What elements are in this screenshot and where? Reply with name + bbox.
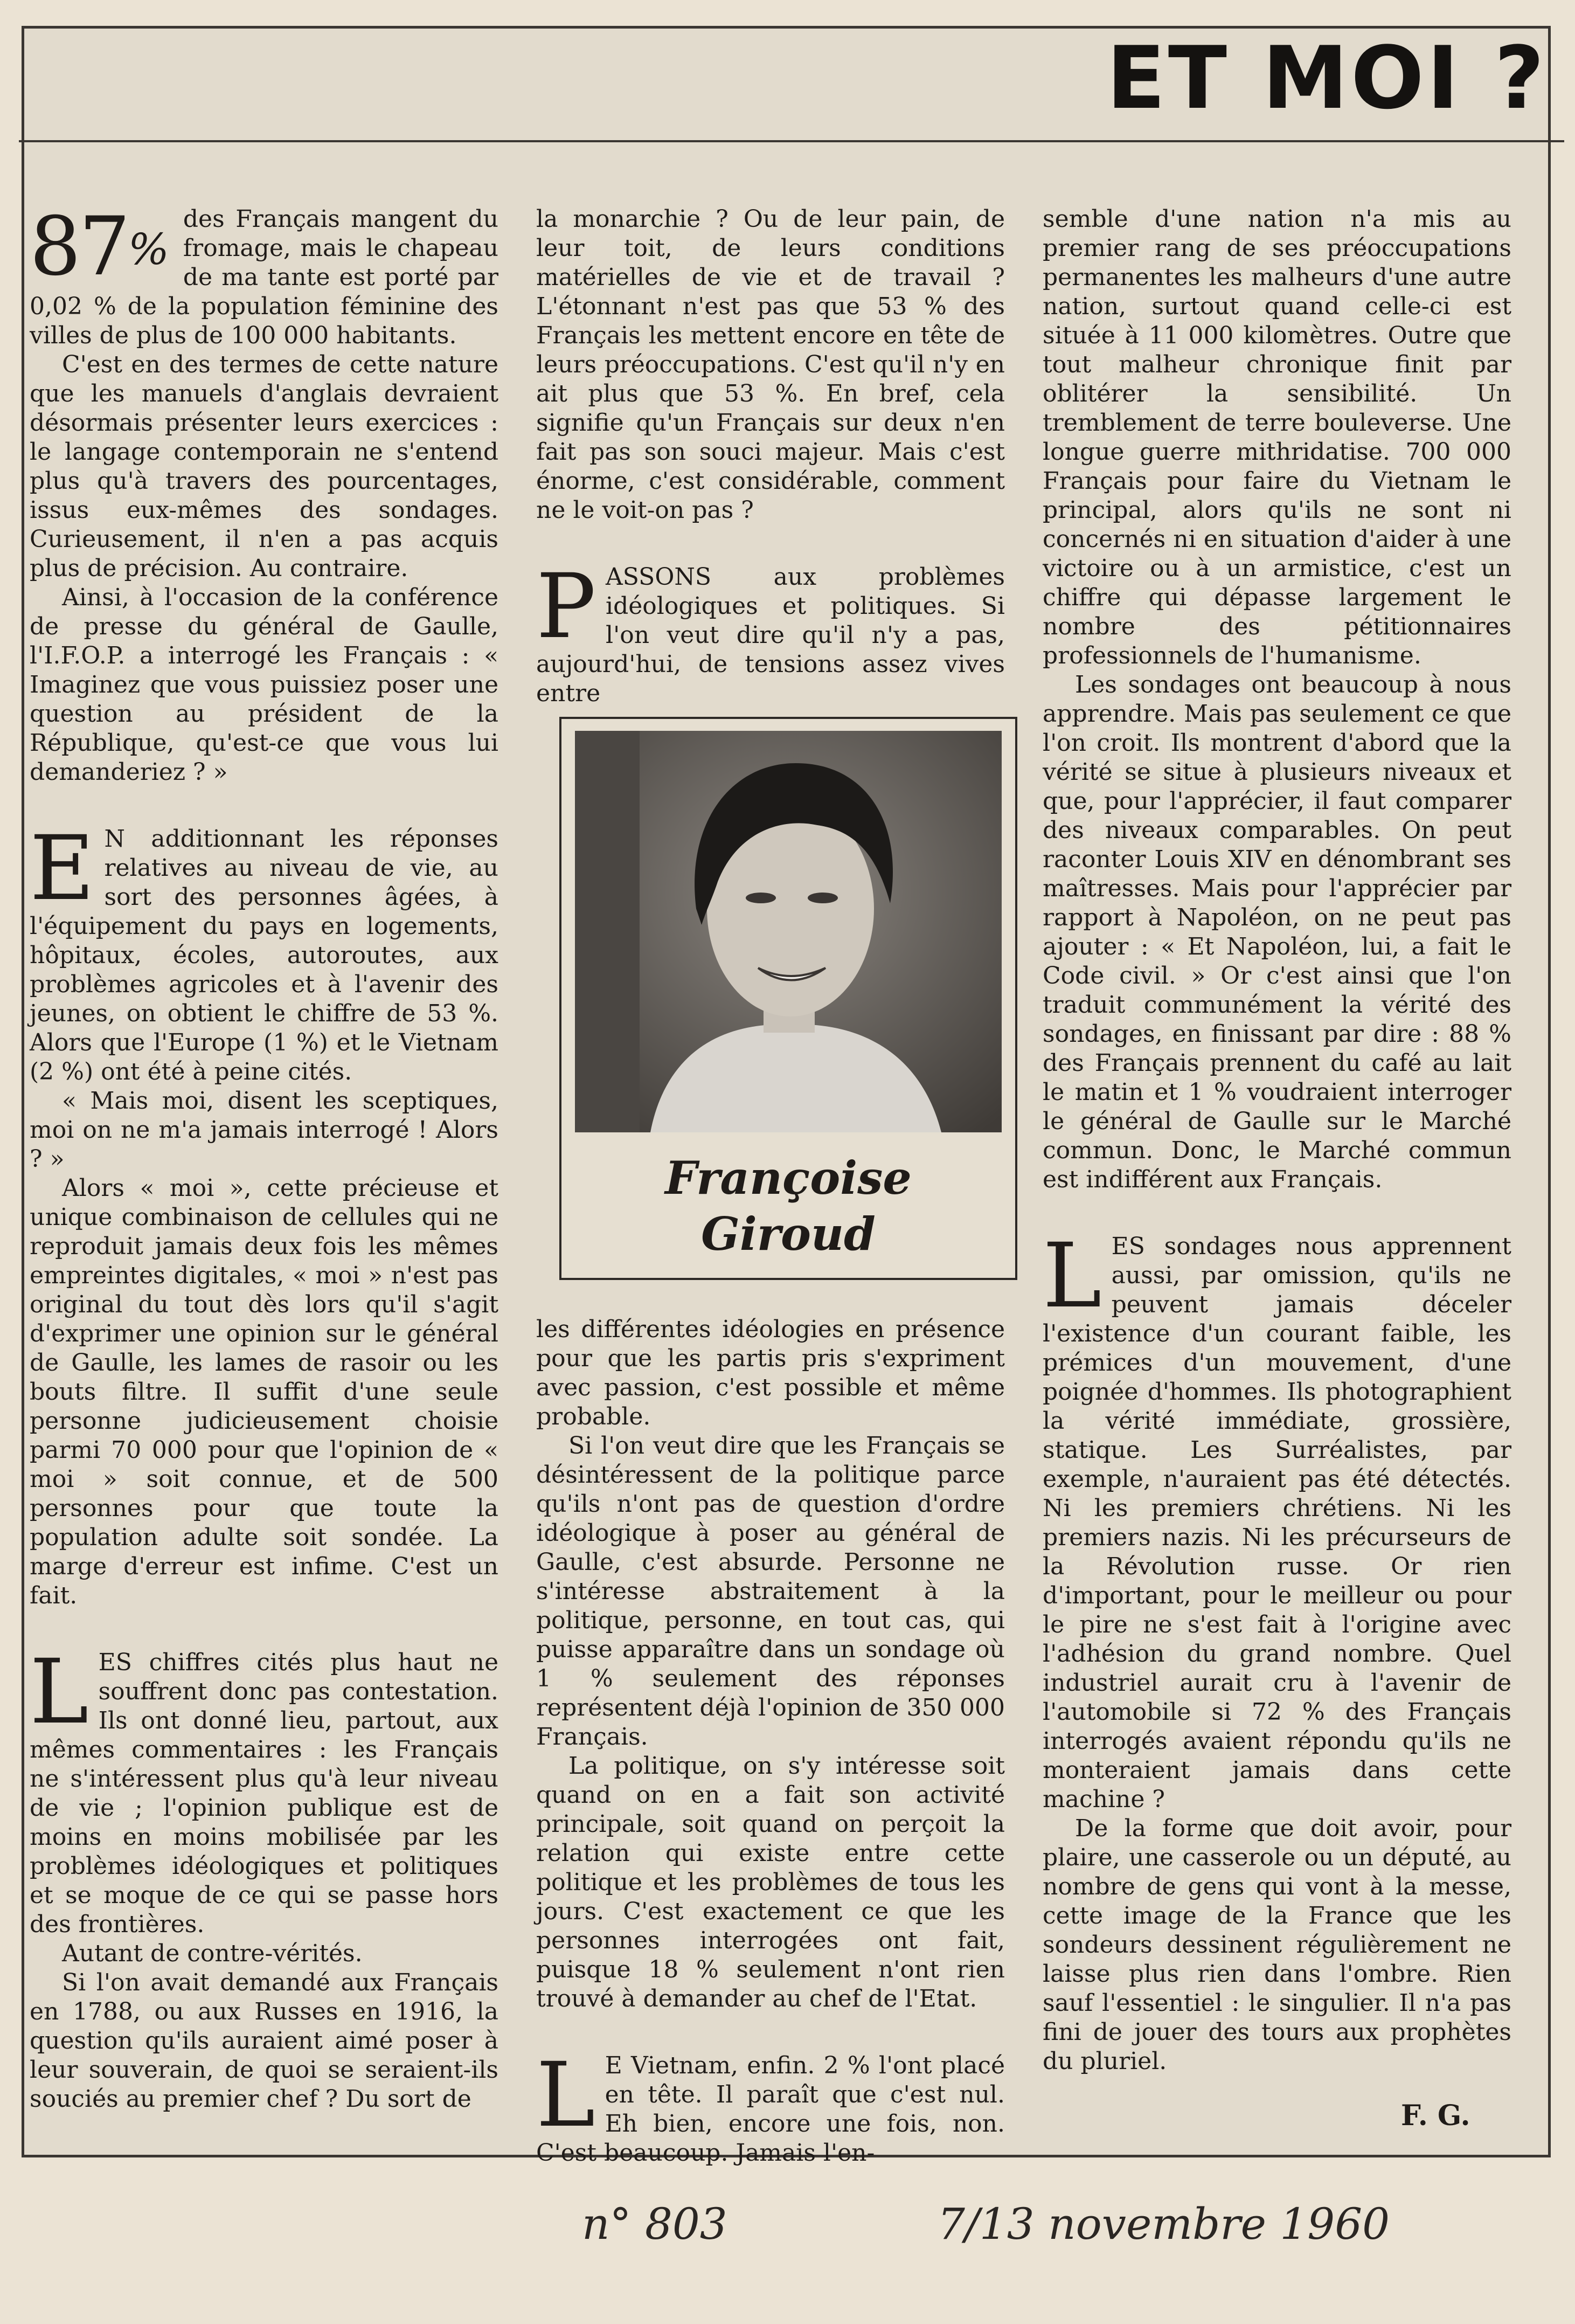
drop-cap: L [30, 1640, 89, 1744]
drop-cap: L [1043, 1224, 1102, 1327]
column-1 [30, 200, 498, 2114]
intro-paragraph: 87% des Français mangent du fromage, mais le chapeau de ma tante est porté par 0,02 % de la population féminine des villes de plus de 100 000 habitants. [30, 200, 498, 349]
handwritten-issue-number: n° 803 [582, 2199, 727, 2249]
paragraph: Les sondages ont beaucoup à nous apprendre. Mais pas seulement ce que l'on croit. Ils montrent d'abord que la vérité se situe à plusieurs niveaux et que, pour l'apprécier, il faut comparer des niveaux comparables. On peut raconter Louis XIV en dénombrant ses maîtresses. Mais pour l'apprécier par rapport à Napoléon, on ne peut pas ajouter : « Et Napoléon, lui, a fait le Code civil. » Or c'est ainsi que l'on traduit communément la vérité des sondages, en finissant par dire : 88 % des Français prennent du café au lait le matin et 1 % voudraient interroger le général de Gaulle sur le Marché commun. Donc, le Marché commun est indifférent aux Français. [1043, 671, 1511, 1193]
paragraph: « Mais moi, disent les sceptiques, moi on ne m'a jamais interrogé ! Alors ? » [30, 1087, 498, 1173]
section-paragraph: L E Vietnam, enfin. 2 % l'ont placé en tête. Il paraît que c'est nul. Eh bien, encore une fois, non. C'est beaucoup. Jamais l'en- [536, 2043, 1005, 2167]
big-number: 87% [30, 200, 167, 294]
paragraph: semble d'une nation n'a mis au premier rang de ses préoccupations permanentes les malheurs d'une autre nation, surtout quand celle-ci est située à 11 000 kilomètres. Outre que tout malheur chronique finit par oblitérer la sensibilité. Un tremblement de terre bouleverse. Une longue guerre mithridatise. 700 000 Français pour faire du Vietnam le principal, alors qu'ils ne sont ni concernés ni en situation d'aider à une victoire ou à un armistice, c'est un chiffre qui dépasse largement le nombre des pétitionnaires professionnels de l'humanisme. [1043, 205, 1511, 669]
section-paragraph: LES chiffres cités plus haut ne souffrent donc pas contestation. Ils ont donné lieu, partout, aux mêmes commentaires : les Français ne s'intéressent plus qu'à leur niveau de vie ; l'opinion publique est de moins en moins mobilisée par les problèmes idéologiques et politiques et se moque de ce qui se passe hors des frontières. [30, 1640, 498, 1938]
column-2-bottom [536, 1315, 1005, 2168]
section-paragraph: PASSONS aux problèmes idéologiques et politiques. Si l'on veut dire qu'il n'y a pas, aujourd'hui, de tensions assez vives entre [536, 555, 1005, 707]
paragraph: Ainsi, à l'occasion de la conférence de presse du général de Gaulle, l'I.F.O.P. a interrogé les Français : « Imaginez que vous puissiez poser une question au président de la République, qu'est-ce que vous lui demanderiez ? » [30, 584, 498, 786]
drop-cap: P [536, 555, 596, 658]
drop-cap: L [536, 2043, 595, 2147]
title-rule [19, 140, 1564, 142]
portrait-image [575, 731, 1002, 1132]
drop-cap: E [30, 817, 95, 920]
paragraph: les différentes idéologies en présence pour que les partis pris s'expriment avec passion, c'est possible et même probable. [536, 1316, 1005, 1430]
portrait-photo [575, 731, 1002, 1132]
paragraph: la monarchie ? Ou de leur pain, de leur toit, de leurs conditions matérielles de vie et de travail ? L'étonnant n'est pas que 53 % des Français les mettent encore en tête de leurs préoccupations. C'est qu'il n'y en ait plus que 53 %. En bref, cela signifie qu'un Français sur deux n'en fait pas son souci majeur. Mais c'est énorme, c'est considérable, comment ne le voit-on pas ? [536, 205, 1005, 524]
paragraph: Si l'on veut dire que les Français se désintéressent de la politique parce qu'ils n'ont pas de question d'ordre idéologique à poser au général de Gaulle, c'est absurde. Personne ne s'intéresse abstraitement à la politique, personne, en tout cas, qui puisse apparaître dans un sondage où 1 % seulement des réponses représentent déjà l'opinion de 350 000 Français. [536, 1432, 1005, 1751]
column-2-top [536, 205, 1005, 708]
article-title: ET MOI ? [1106, 27, 1547, 128]
column-3 [1043, 205, 1511, 2076]
handwritten-date: 7/13 novembre 1960 [938, 2199, 1390, 2249]
portrait-frame [559, 717, 1017, 1280]
section-paragraph: E N additionnant les réponses relatives au niveau de vie, au sort des personnes âgées, à l'équipement du pays en logements, hôpitaux, écoles, autoroutes, aux problèmes agricoles et à l'avenir des jeunes, on obtient le chiffre de 53 %. Alors que l'Europe (1 %) et le Vietnam (2 %) ont été à peine cités. [30, 817, 498, 1085]
paragraph: Alors « moi », cette précieuse et unique combinaison de cellules qui ne reproduit jamais deux fois les mêmes empreintes digitales, « moi » n'est pas original du tout dès lors qu'il s'agit d'exprimer une opinion sur le général de Gaulle, les lames de rasoir ou les bouts filtre. Il suffit d'une seule personne judicieusement choisie parmi 70 000 pour que l'opinion de « moi » soit connue, et de 500 personnes pour que toute la population adulte soit sondée. La marge d'erreur est infime. C'est un fait. [30, 1174, 498, 1609]
paragraph: De la forme que doit avoir, pour plaire, une casserole ou un député, au nombre de gens qui vont à la messe, cette image de la France que les sondeurs dessinent régulièrement ne laisse plus rien dans l'ombre. Rien sauf l'essentiel : le singulier. Il n'a pas fini de jouer des tours aux prophètes du pluriel. [1043, 1815, 1511, 2075]
paragraph: La politique, on s'y intéresse soit quand on en a fait son activité principale, soit quand on perçoit la relation qui existe entre cette politique et les problèmes de tous les jours. C'est exactement ce que les personnes interrogées ont fait, puisque 18 % seulement n'ont rien trouvé à demander au chef de l'Etat. [536, 1752, 1005, 2012]
paragraph: C'est en des termes de cette nature que les manuels d'anglais devraient désormais présenter leurs exercices : le langage contemporain ne s'entend plus qu'à travers des pourcentages, issus eux-mêmes des sondages. Curieusement, il n'en a pas acquis plus de précision. Au contraire. [30, 351, 498, 582]
section-paragraph: LES sondages nous apprennent aussi, par omission, qu'ils ne peuvent jamais déceler l'existence d'un courant faible, les prémices d'un mouvement, d'une poignée d'hommes. Ils photographient la vérité immédiate, grossière, statique. Les Surréalistes, par exemple, n'auraient pas été détectés. Ni les premiers chrétiens. Ni les premiers nazis. Ni les précurseurs de la Révolution russe. Or rien d'important, pour le meilleur ou pour le pire ne s'est fait à l'origine avec l'adhésion du grand nombre. Quel industriel aurait cru à l'avenir de l'automobile si 72 % des Français interrogés avaient répondu qu'ils ne monteraient jamais dans cette machine ? [1043, 1224, 1511, 1813]
paragraph: Autant de contre-vérités. [62, 1940, 363, 1967]
paragraph: Si l'on avait demandé aux Français en 1788, ou aux Russes en 1916, la question qu'ils auraient aimé poser à leur souverain, de quoi se seraient-ils souciés au premier chef ? Du sort de [30, 1969, 498, 2113]
signature: F. G. [1401, 2099, 1470, 2132]
photo-caption: Françoise Giroud [665, 1151, 912, 1261]
